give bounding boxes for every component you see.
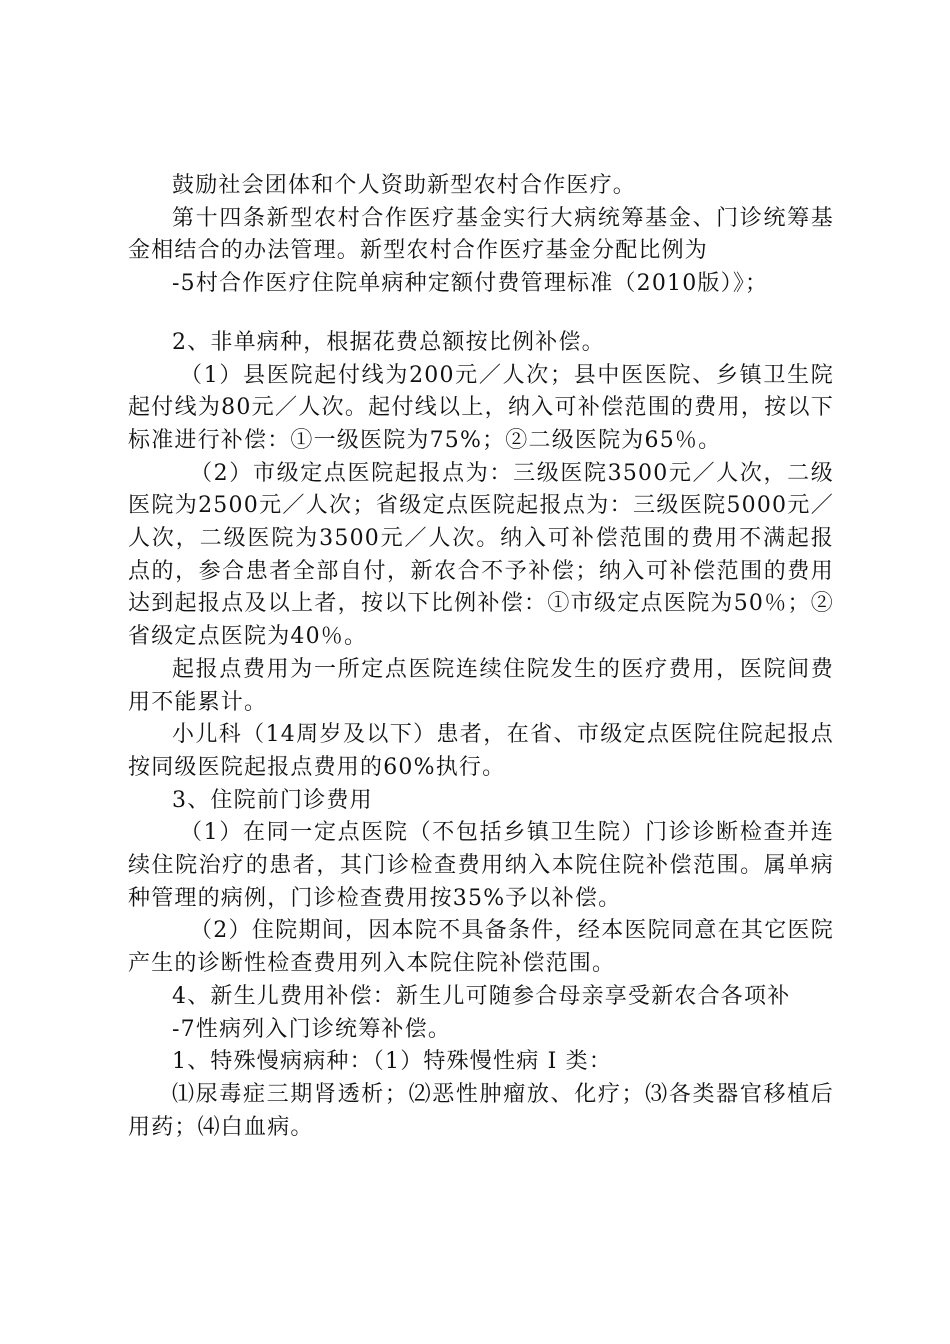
paragraph-page-fragment-7: -7性病列入门诊统筹补偿。 (172, 1016, 452, 1042)
paragraph-pre-admission-heading: 3、住院前门诊费用 (172, 787, 373, 813)
paragraph-funding: 鼓励社会团体和个人资助新型农村合作医疗。 (172, 173, 637, 198)
paragraph-newborn: 4、新生儿费用补偿：新生儿可随参合母亲享受新农合各项补 (172, 983, 791, 1009)
paragraph-chronic-disease-heading: 1、特殊慢病病种：（1）特殊慢性病 I 类： (172, 1049, 613, 1075)
paragraph-outpatient-exam: （1）在同一定点医院（不包括乡镇卫生院）门诊诊断检查并连续住院治疗的患者，其门诊检查费用纳入本院住院补偿范围。属单病种管理的病例，门诊检查费用按35%予以补偿。 (128, 820, 834, 911)
paragraph-page-fragment-5: -5村合作医疗住院单病种定额付费管理标准（2010版）》； (172, 271, 769, 297)
paragraph-threshold-note: 起报点费用为一所定点医院连续住院发生的医疗费用，医院间费用不能累计。 (128, 656, 834, 715)
blank-line (128, 301, 834, 327)
paragraph-external-exam: （2）住院期间，因本院不具备条件，经本医院同意在其它医院产生的诊断性检查费用列入本院住院补偿范围。 (128, 918, 834, 977)
paragraph-article-14: 第十四条新型农村合作医疗基金实行大病统筹基金、门诊统筹基金相结合的办法管理。新型农村合作医疗基金分配比例为 (128, 205, 834, 264)
paragraph-pediatrics: 小儿科（14周岁及以下）患者，在省、市级定点医院住院起报点按同级医院起报点费用的60%执行。 (128, 722, 834, 780)
document-body (128, 170, 834, 1144)
paragraph-chronic-disease-list: ⑴尿毒症三期肾透析；⑵恶性肿瘤放、化疗；⑶各类器官移植后用药；⑷白血病。 (128, 1081, 834, 1140)
paragraph-city-province-threshold: （2）市级定点医院起报点为：三级医院3500元／人次，二级医院为2500元／人次；省级定点医院起报点为：三级医院5000元／人次，二级医院为3500元／人次。纳入可补偿范围的费用不满起报点的，参合患者全部自付，新农合不予补偿；纳入可补偿范围的费用达到起报点及以上者，按以下比例补偿：①市级定点医院为50％；②省级定点医院为40％。 (128, 460, 834, 650)
paragraph-non-single-disease: 2、非单病种，根据花费总额按比例补偿。 (172, 329, 605, 355)
paragraph-county-deductible: （1）县医院起付线为200元／人次；县中医医院、乡镇卫生院起付线为80元／人次。起付线以上，纳入可补偿范围的费用，按以下标准进行补偿：①一级医院为75%；②二级医院为65％。 (128, 362, 834, 453)
